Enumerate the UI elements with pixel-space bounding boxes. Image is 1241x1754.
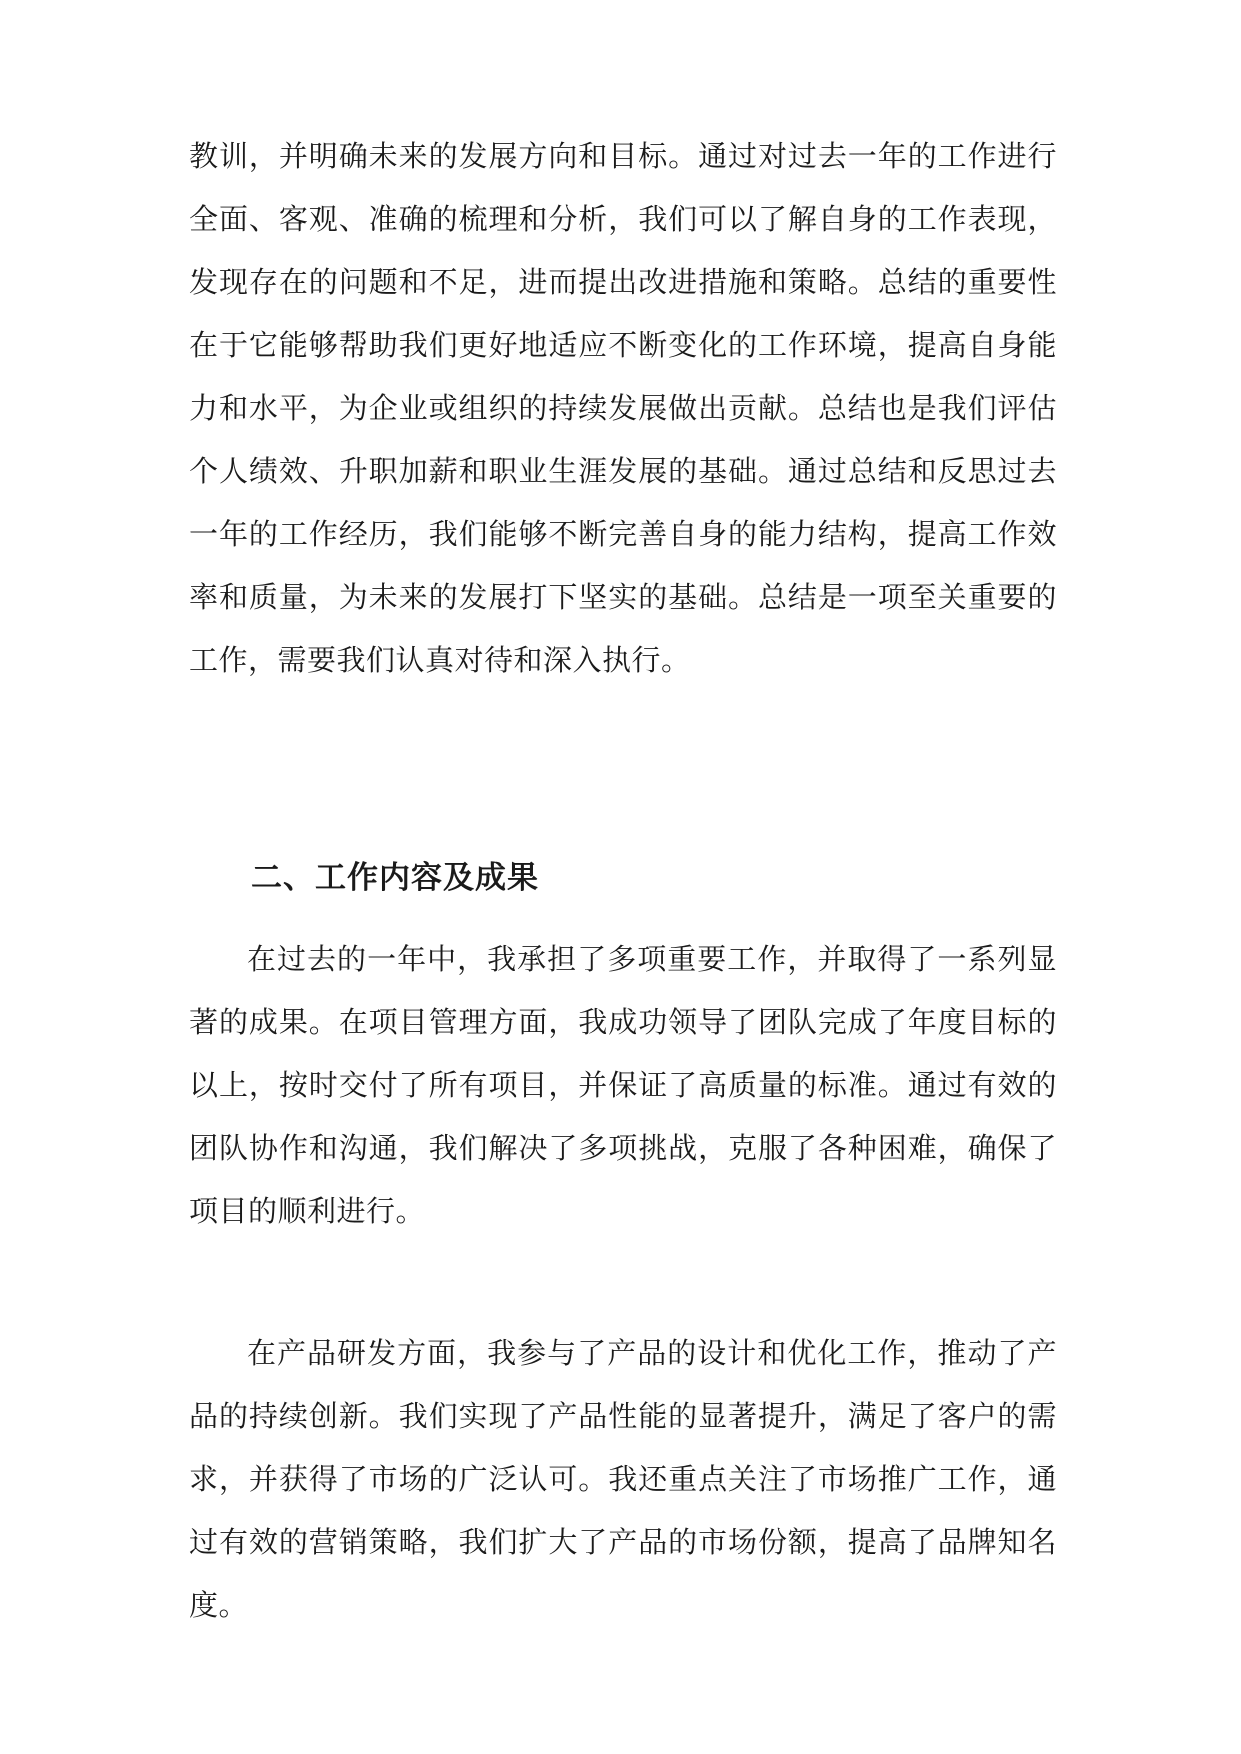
section-heading: 二、工作内容及成果 xyxy=(251,860,539,896)
paragraph-product-development: 在产品研发方面，我参与了产品的设计和优化工作，推动了产品的持续创新。我们实现了产品性能的显著提升，满足了客户的需求，并获得了市场的广泛认可。我还重点关注了市场推广工作，通过有效的营销策略，我们扩大了产品的市场份额，提高了品牌知名度。 xyxy=(189,1336,1057,1622)
paragraph-continuation: 教训，并明确未来的发展方向和目标。通过对过去一年的工作进行全面、客观、准确的梳理和分析，我们可以了解自身的工作表现，发现存在的问题和不足，进而提出改进措施和策略。总结的重要性在于它能够帮助我们更好地适应不断变化的工作环境，提高自身能力和水平，为企业或组织的持续发展做出贡献。总结也是我们评估个人绩效、升职加薪和职业生涯发展的基础。通过总结和反思过去一年的工作经历，我们能够不断完善自身的能力结构，提高工作效率和质量，为未来的发展打下坚实的基础。总结是一项至关重要的工作，需要我们认真对待和深入执行。 xyxy=(189,139,1057,677)
paragraph-project-management: 在过去的一年中，我承担了多项重要工作，并取得了一系列显著的成果。在项目管理方面，我成功领导了团队完成了年度目标的以上，按时交付了所有项目，并保证了高质量的标准。通过有效的团队协作和沟通，我们解决了多项挑战，克服了各种困难，确保了项目的顺利进行。 xyxy=(189,942,1057,1228)
